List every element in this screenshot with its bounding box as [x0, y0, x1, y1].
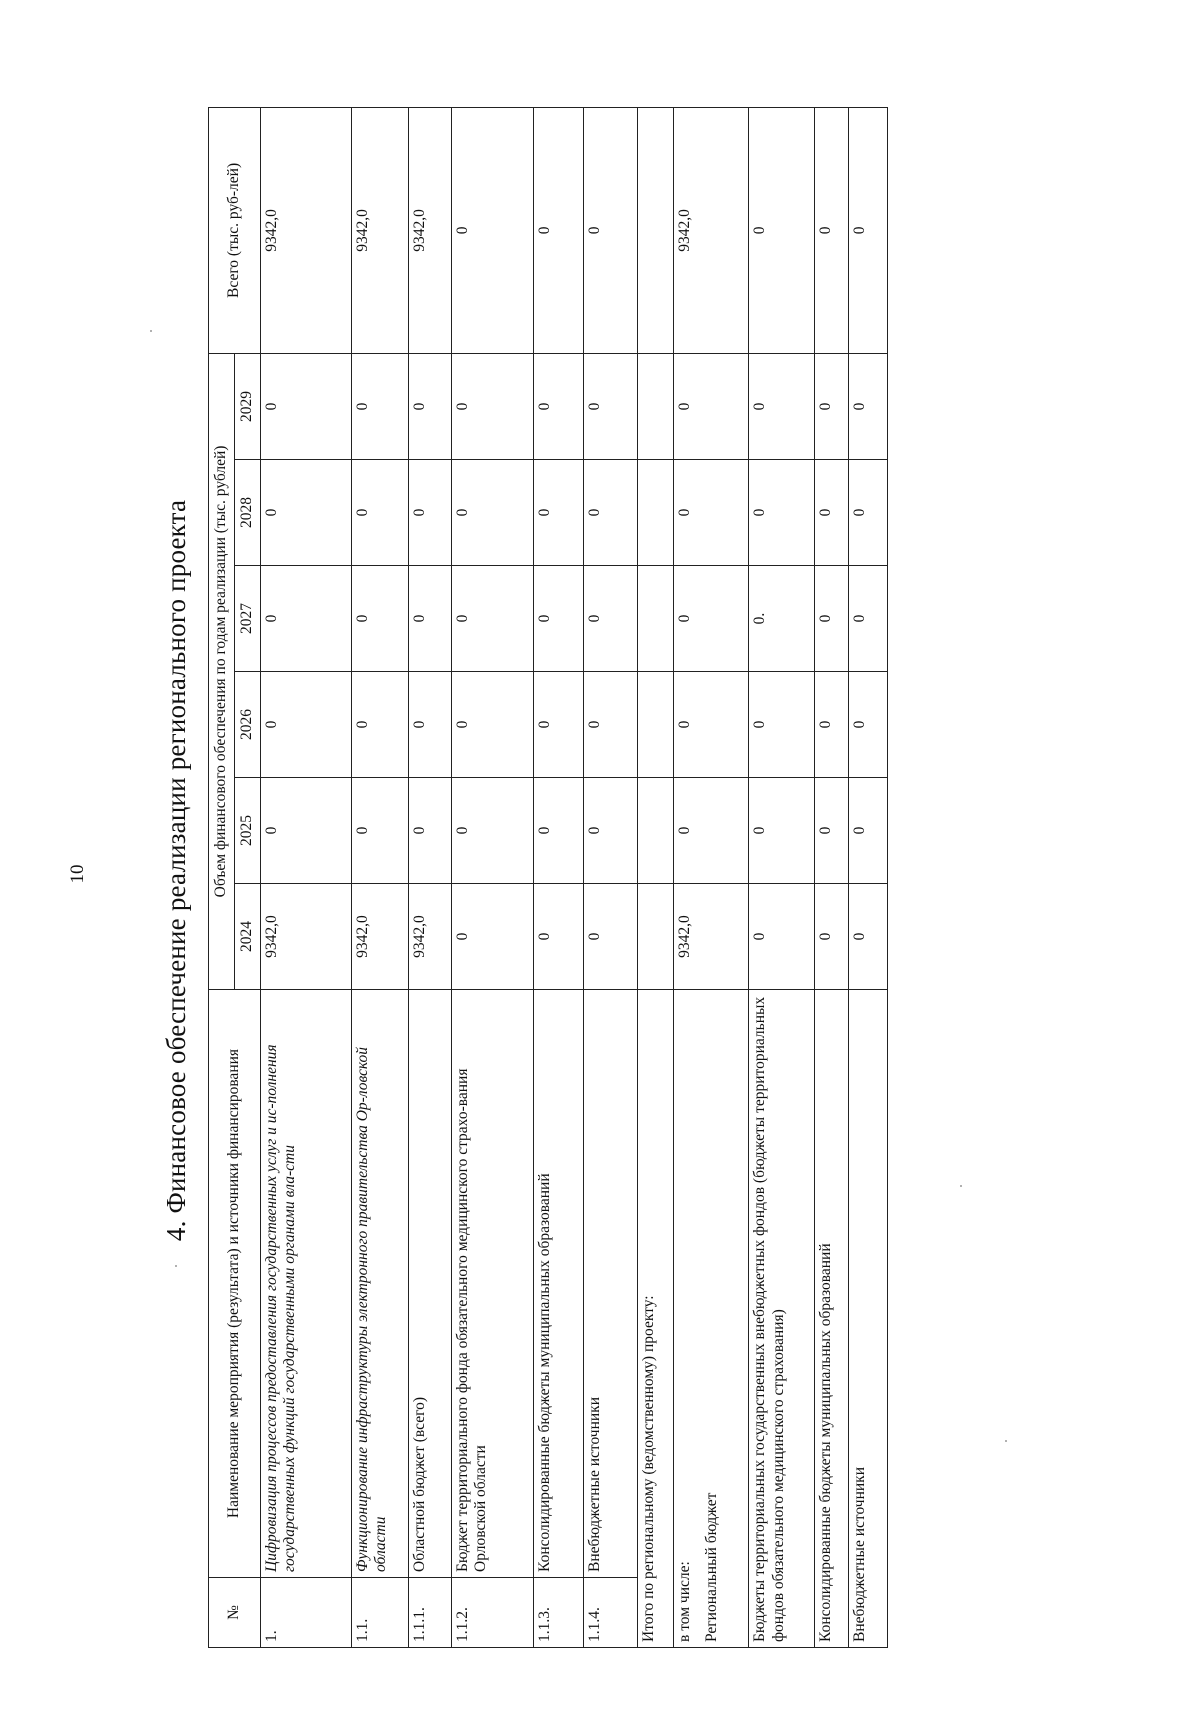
header-year: 2027: [235, 566, 261, 672]
value-cell: 9342,0: [261, 884, 352, 990]
row-code: 1.1.1.: [408, 1578, 451, 1648]
row-name: Консолидированные бюджеты муниципальных образований: [533, 990, 583, 1578]
summary-row: [749, 107, 815, 1647]
value-cell: 0: [451, 884, 533, 990]
total-cell: 9342,0: [408, 107, 451, 353]
value-cell: 9342,0: [408, 884, 451, 990]
value-cell: 0: [408, 566, 451, 672]
value-cell: 0: [351, 778, 408, 884]
scan-speck: [1005, 1440, 1007, 1442]
value-cell: 0: [583, 353, 638, 459]
header-year: 2024: [235, 884, 261, 990]
value-cell: 0: [261, 460, 352, 566]
row-code: 1.1.: [351, 1578, 408, 1648]
header-year: 2028: [235, 460, 261, 566]
value-cell: 0: [533, 778, 583, 884]
financing-table: [208, 107, 888, 1648]
value-cell: 0: [451, 566, 533, 672]
row-name: Цифровизация процессов предоставления государственных услуг и ис-полнения государственных функций государственными органами вла-сти: [261, 990, 352, 1578]
value-cell: 0: [583, 460, 638, 566]
table-row: [351, 107, 408, 1647]
row-name: Внебюджетные источники: [583, 990, 638, 1578]
scan-speck: [150, 330, 152, 332]
value-cell: 0: [408, 353, 451, 459]
value-cell: 0: [815, 353, 849, 459]
value-cell: 0: [674, 672, 749, 778]
header-year: 2026: [235, 672, 261, 778]
table-row: [408, 107, 451, 1647]
value-cell: 0: [261, 672, 352, 778]
table-row: [533, 107, 583, 1647]
row-name: Бюджет территориального фонда обязательного медицинского страхо-вания Орловской области: [451, 990, 533, 1578]
value-cell: 9342,0: [674, 884, 749, 990]
total-cell: 0: [583, 107, 638, 353]
value-cell: 0: [261, 778, 352, 884]
value-cell: 9342,0: [351, 884, 408, 990]
value-cell: 0: [674, 460, 749, 566]
scan-speck: [960, 1185, 962, 1187]
header-year: 2029: [235, 353, 261, 459]
summary-source: Консолидированные бюджеты муниципальных образований: [815, 990, 849, 1648]
value-cell: 0: [351, 460, 408, 566]
summary-label: Итого по региональному (ведомственному) проекту:: [638, 990, 674, 1648]
value-cell: 0: [261, 566, 352, 672]
value-cell: 0: [408, 672, 451, 778]
value-cell: 0: [533, 566, 583, 672]
total-cell: 0: [749, 107, 815, 353]
value-cell: 0: [351, 566, 408, 672]
value-cell: 0: [533, 353, 583, 459]
value-cell: 0: [674, 353, 749, 459]
value-cell: 0: [815, 460, 849, 566]
row-code: 1.1.2.: [451, 1578, 533, 1648]
value-cell: 0: [451, 353, 533, 459]
value-cell: 0: [583, 672, 638, 778]
total-cell: 0: [451, 107, 533, 353]
value-cell: 0: [408, 778, 451, 884]
table-container: [208, 108, 888, 1648]
total-cell: 0: [815, 107, 849, 353]
summary-header-row: [638, 107, 674, 1647]
value-cell: 0: [849, 353, 888, 459]
total-cell: 9342,0: [674, 107, 749, 353]
value-cell: 0: [583, 884, 638, 990]
header-total: Всего (тыс. руб-лей): [209, 107, 261, 353]
total-cell: 0: [533, 107, 583, 353]
value-cell: 0: [583, 778, 638, 884]
summary-row-label: [674, 990, 749, 1648]
summary-source: Региональный бюджет: [702, 1492, 720, 1642]
table-row: [583, 107, 638, 1647]
value-cell: 0: [351, 672, 408, 778]
table-row: [451, 107, 533, 1647]
header-year: 2025: [235, 778, 261, 884]
summary-subheading: в том числе:: [676, 1561, 694, 1642]
value-cell: 0: [533, 884, 583, 990]
value-cell: 0: [451, 460, 533, 566]
row-code: 1.1.4.: [583, 1578, 638, 1648]
summary-row: [849, 107, 888, 1647]
scan-speck: [175, 1265, 177, 1267]
title-container: [155, 470, 199, 1270]
value-cell: 0: [849, 460, 888, 566]
summary-source: Бюджеты территориальных государственных внебюджетных фондов (бюджеты территориальных фондов обязательного медицинского страхования): [749, 990, 815, 1648]
value-cell: 0: [408, 460, 451, 566]
value-cell: 0: [261, 353, 352, 459]
value-cell: 0: [749, 884, 815, 990]
value-cell: 0: [849, 884, 888, 990]
value-cell: 0: [533, 672, 583, 778]
summary-source: Внебюджетные источники: [849, 990, 888, 1648]
value-cell: 0: [451, 672, 533, 778]
total-cell: 0: [849, 107, 888, 353]
value-cell: 0: [583, 566, 638, 672]
value-cell: 0: [849, 672, 888, 778]
summary-row: [815, 107, 849, 1647]
rotated-table-frame: [208, 108, 888, 1648]
value-cell: 0: [815, 672, 849, 778]
value-cell: 0: [351, 353, 408, 459]
value-cell: 0: [815, 778, 849, 884]
value-cell: 0: [815, 566, 849, 672]
value-cell: 0: [674, 566, 749, 672]
table-row: [261, 107, 352, 1647]
header-volume: Объем финансового обеспечения по годам реализации (тыс. рублей): [209, 353, 235, 989]
document-title: 4. Финансовое обеспечение реализации регионального проекта: [161, 499, 192, 1241]
value-cell: 0: [749, 460, 815, 566]
row-code: 1.: [261, 1578, 352, 1648]
value-cell: 0: [749, 353, 815, 459]
total-cell: 9342,0: [351, 107, 408, 353]
total-cell: 9342,0: [261, 107, 352, 353]
value-cell: 0: [749, 672, 815, 778]
value-cell: 0: [849, 566, 888, 672]
value-cell: 0: [451, 778, 533, 884]
value-cell: 0.: [749, 566, 815, 672]
row-name: Областной бюджет (всего): [408, 990, 451, 1578]
value-cell: 0: [749, 778, 815, 884]
summary-row: [674, 107, 749, 1647]
header-name: Наименование мероприятия (результата) и источники финансирования: [209, 990, 261, 1578]
header-number: №: [209, 1578, 261, 1648]
page-number: 10: [67, 864, 88, 884]
value-cell: 0: [533, 460, 583, 566]
row-code: 1.1.3.: [533, 1578, 583, 1648]
value-cell: 0: [849, 778, 888, 884]
value-cell: 0: [674, 778, 749, 884]
row-name: Функционирование инфраструктуры электронного правительства Ор-ловской области: [351, 990, 408, 1578]
value-cell: 0: [815, 884, 849, 990]
